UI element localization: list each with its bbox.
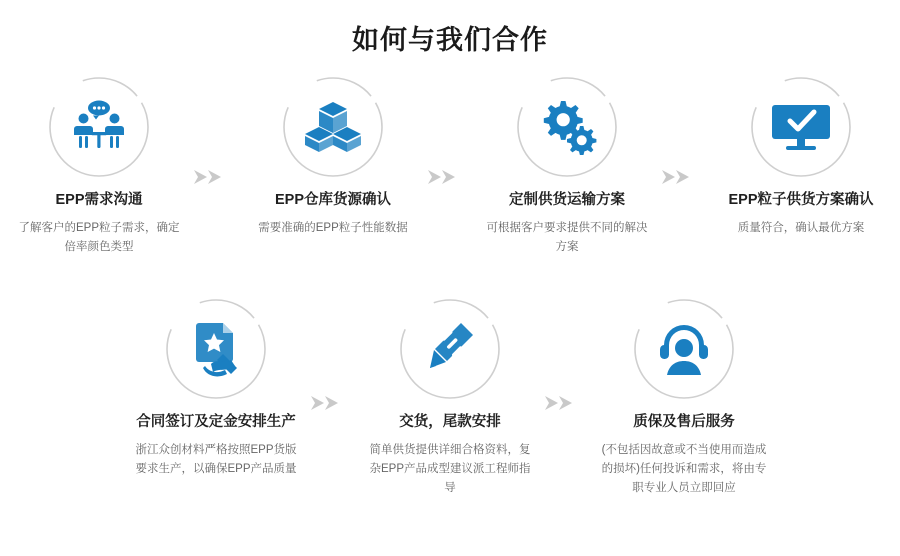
contract-signing-icon [185, 318, 247, 380]
pen-delivery-icon [419, 318, 481, 380]
double-chevron-right-icon [311, 395, 355, 411]
step-description: (不包括因故意或不当使用而造成的损坏)任何投诉和需求，将由专职专业人员立即回应 [601, 443, 767, 494]
infographic-root [0, 18, 900, 498]
gears-icon [536, 96, 598, 158]
step-title: EPP仓库货源确认 [274, 192, 391, 208]
step-description: 质量符合，确认最优方案 [737, 221, 865, 234]
double-chevron-right-icon [428, 169, 472, 185]
step-description: 了解客户的EPP粒子需求，确定倍率颜色类型 [18, 221, 180, 253]
page-title: 如何与我们合作 [352, 25, 548, 55]
step-card [240, 73, 426, 238]
double-chevron-right-icon [662, 169, 706, 185]
consultation-icon [68, 96, 130, 158]
arrow-connector [192, 73, 240, 185]
arrow-connector [543, 295, 591, 411]
step-card [357, 295, 543, 498]
step-card [708, 73, 894, 238]
icon-ring [513, 73, 621, 181]
icon-ring [396, 295, 504, 403]
icon-ring [162, 295, 270, 403]
double-chevron-right-icon [194, 169, 238, 185]
arrow-connector [309, 295, 357, 411]
step-title: EPP需求沟通 [55, 192, 143, 208]
step-description: 可根据客户要求提供不同的解决方案 [486, 221, 648, 253]
arrow-connector [426, 73, 474, 185]
double-chevron-right-icon [545, 395, 589, 411]
icon-ring [279, 73, 387, 181]
icon-ring [630, 295, 738, 403]
steps-row-2 [0, 295, 900, 498]
icon-ring [45, 73, 153, 181]
icon-ring [747, 73, 855, 181]
step-title: EPP粒子供货方案确认 [728, 192, 874, 208]
step-title: 定制供货运输方案 [509, 192, 625, 208]
step-description: 浙江众创材料严格按照EPP货版要求生产，以确保EPP产品质量 [135, 443, 297, 475]
step-card [123, 295, 309, 479]
boxes-icon [302, 96, 364, 158]
step-card [591, 295, 777, 498]
step-card [474, 73, 660, 257]
step-description: 简单供货提供详细合格资料，复杂EPP产品成型建议派工程师指导 [369, 443, 531, 494]
steps-container [0, 73, 900, 498]
step-card [6, 73, 192, 257]
monitor-check-icon [770, 96, 832, 158]
step-title: 交货，尾款安排 [399, 413, 501, 430]
headset-support-icon [653, 318, 715, 380]
step-title: 质保及售后服务 [633, 413, 735, 430]
arrow-connector [660, 73, 708, 185]
steps-row-1 [0, 73, 900, 257]
step-description: 需要准确的EPP粒子性能数据 [258, 221, 408, 234]
step-title: 合同签订及定金安排生产 [136, 413, 296, 430]
